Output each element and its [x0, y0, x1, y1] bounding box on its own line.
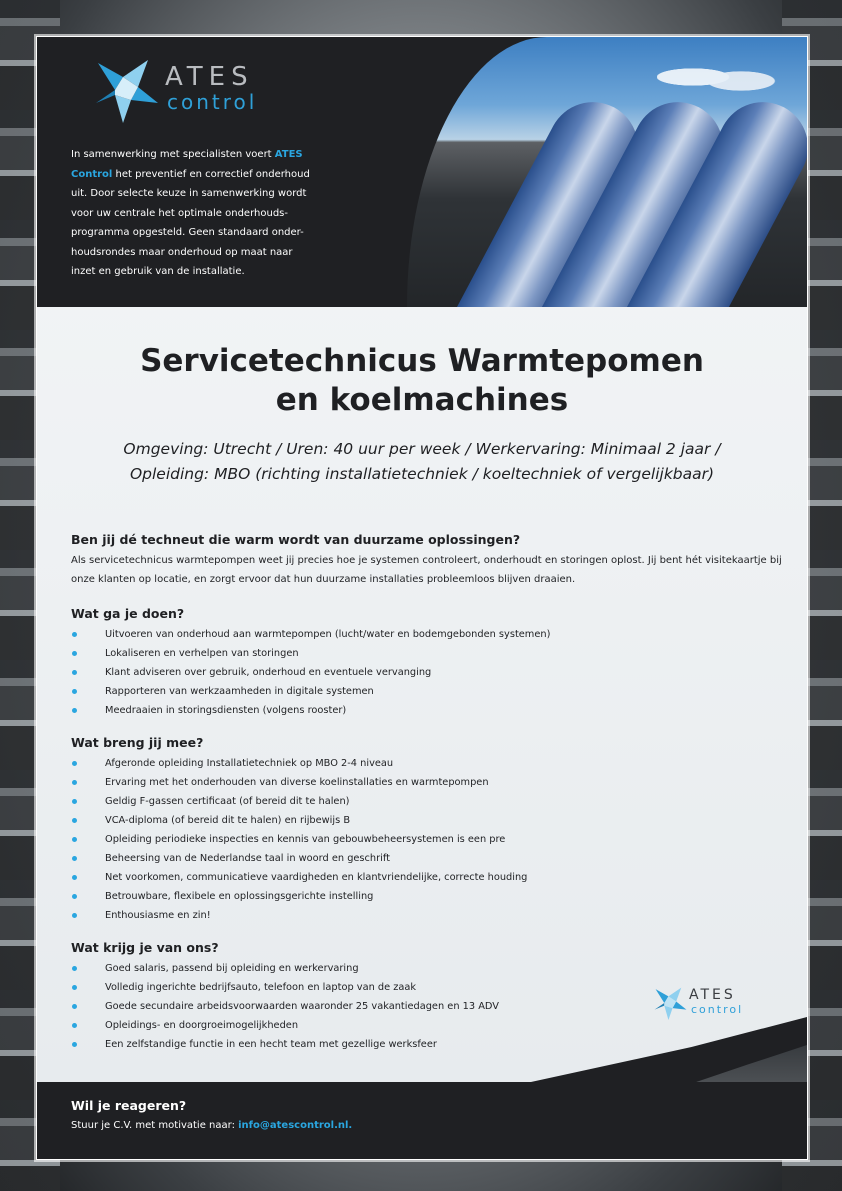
section-requirements — [71, 734, 783, 925]
list-item: Volledig ingerichte bedrijfsauto, telefoon en laptop van de zaak — [71, 978, 783, 997]
task-list — [71, 625, 783, 720]
list-item: Uitvoeren van onderhoud aan warmtepompen (lucht/water en bodemgebonden systemen) — [71, 625, 783, 644]
list-item: Opleiding periodieke inspecties en kennis van gebouwbeheersystemen is een pre — [71, 830, 783, 849]
job-details — [57, 437, 787, 487]
title-line: en koelmachines — [275, 382, 569, 418]
logo-text-control: control — [167, 90, 258, 114]
title-line: Servicetechnicus Warmtepomen — [140, 343, 704, 379]
intro-text-part: het preventief en correctief onderhoud uit. Door selecte keuze in samenwerking wordt voor uw centrale het optimale onderhouds-programma opgesteld. Geen standaard onder-houdsrondes maar onderhoud op maat naar inzet en gebruik van de installatie. — [71, 168, 310, 277]
section-text: Als servicetechnicus warmtepompen weet jij precies hoe je systemen controleert, onderhoudt en storingen oplost. Jij bent hét visitekaartje bij onze klanten op locatie, en zorgt ervoor dat hun duurzame installaties probleemloos blijven draaien. — [71, 555, 782, 585]
section-heading: Wat breng jij mee? — [71, 735, 204, 750]
list-item: Goede secundaire arbeidsvoorwaarden waaronder 25 vakantiedagen en 13 ADV — [71, 997, 783, 1016]
footer-heading: Wil je reageren? — [71, 1098, 187, 1113]
ates-logo — [93, 55, 293, 125]
logo-text-ates: ATES — [165, 62, 254, 92]
list-item: Beheersing van de Nederlandse taal in woord en geschrift — [71, 849, 783, 868]
intro-text — [71, 145, 311, 282]
logo-text-ates: ATES — [689, 987, 736, 1003]
list-item: VCA-diploma (of bereid dit te halen) en rijbewijs B — [71, 811, 783, 830]
email-link[interactable]: info@atescontrol.nl. — [238, 1120, 353, 1131]
section-tasks — [71, 605, 783, 720]
list-item: Net voorkomen, communicatieve vaardigheden en klantvriendelijke, correcte houding — [71, 868, 783, 887]
page-title — [37, 342, 807, 420]
ates-logo-mark-icon — [93, 55, 163, 125]
list-item: Geldig F-gassen certificaat (of bereid dit te halen) — [71, 792, 783, 811]
section-heading: Wat krijg je van ons? — [71, 940, 219, 955]
content — [71, 531, 783, 1054]
list-item: Klant adviseren over gebruik, onderhoud en eventuele vervanging — [71, 663, 783, 682]
clouds — [657, 57, 777, 97]
footer-text-part: Stuur je C.V. met motivatie naar: — [71, 1120, 239, 1131]
list-item: Lokaliseren en verhelpen van storingen — [71, 644, 783, 663]
list-item: Betrouwbare, flexibele en oplossingsgerichte instelling — [71, 887, 783, 906]
job-details-line: Opleiding: MBO (richting installatietechniek / koeltechniek of vergelijkbaar) — [129, 465, 715, 483]
job-details-line: Omgeving: Utrecht / Uren: 40 uur per week / Werkervaring: Minimaal 2 jaar / — [123, 440, 721, 458]
header-photo-pipes — [407, 37, 807, 307]
list-item: Ervaring met het onderhouden van diverse koelinstallaties en warmtepompen — [71, 773, 783, 792]
list-item: Afgeronde opleiding Installatietechniek op MBO 2-4 niveau — [71, 754, 783, 773]
footer — [37, 1082, 807, 1159]
section-intro — [71, 531, 783, 589]
list-item: Enthousiasme en zin! — [71, 906, 783, 925]
list-item: Goed salaris, passend bij opleiding en werkervaring — [71, 959, 783, 978]
list-item: Rapporteren van werkzaamheden in digitale systemen — [71, 682, 783, 701]
section-heading: Ben jij dé techneut die warm wordt van duurzame oplossingen? — [71, 532, 521, 547]
ates-logo-small — [653, 985, 773, 1021]
list-item: Opleidings- en doorgroeimogelijkheden — [71, 1016, 783, 1035]
header — [37, 37, 807, 307]
ates-logo-mark-icon — [653, 985, 689, 1021]
intro-company-name: ATES Control — [71, 149, 303, 180]
logo-text-control: control — [691, 1003, 744, 1016]
intro-text-part: In samenwerking met specialisten voert — [71, 149, 275, 160]
list-item: Meedraaien in storingsdiensten (volgens rooster) — [71, 701, 783, 720]
list-item: Een zelfstandige functie in een hecht team met gezellige werksfeer — [71, 1035, 783, 1054]
footer-text — [71, 1120, 352, 1131]
vacancy-sheet — [36, 36, 808, 1160]
section-heading: Wat ga je doen? — [71, 606, 185, 621]
requirements-list — [71, 754, 783, 925]
